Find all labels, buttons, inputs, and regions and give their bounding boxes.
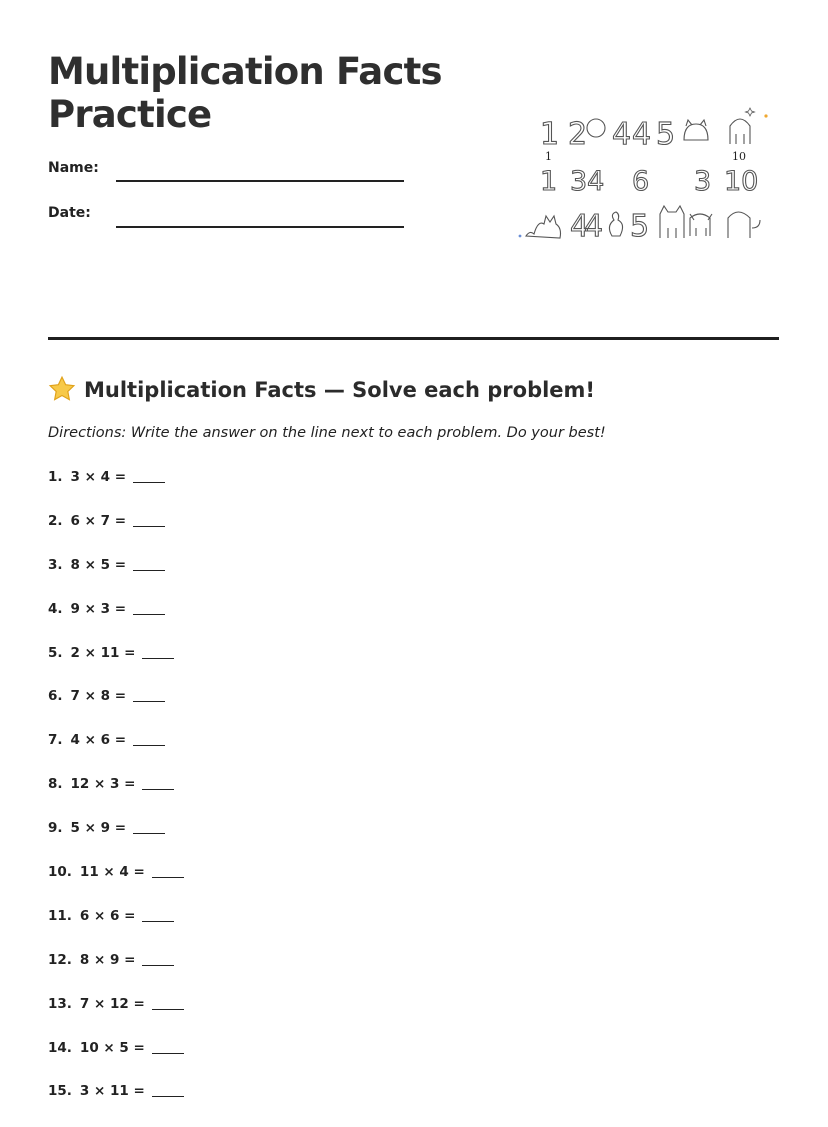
- problem-list: [48, 469, 184, 1127]
- bunny-icon: [609, 212, 622, 236]
- problem-expression: 5 × 9 =: [70, 820, 127, 837]
- problem-number: 2.: [48, 512, 63, 529]
- sparkle-dot-blue-icon: [519, 235, 522, 238]
- answer-blank[interactable]: [133, 469, 165, 483]
- problem-item: [48, 776, 184, 820]
- answer-blank[interactable]: [142, 776, 174, 790]
- problem-expression: 9 × 3 =: [70, 600, 127, 617]
- problem-number: 11.: [48, 907, 72, 924]
- cat-sitting-icon: [526, 216, 561, 238]
- answer-blank[interactable]: [133, 688, 165, 702]
- date-line[interactable]: [116, 226, 404, 228]
- illus-row2-2: 34: [570, 166, 605, 197]
- answer-blank[interactable]: [142, 952, 174, 966]
- name-label: Name:: [48, 160, 99, 176]
- illus-row3-2: 4: [584, 209, 604, 244]
- answer-blank[interactable]: [142, 908, 174, 922]
- date-label: Date:: [48, 205, 91, 221]
- problem-expression: 6 × 6 =: [79, 907, 136, 924]
- problem-expression: 7 × 12 =: [79, 995, 145, 1012]
- problem-expression: 8 × 9 =: [79, 951, 136, 968]
- illus-row1-2: 2: [568, 117, 588, 152]
- problem-item: [48, 996, 184, 1040]
- ghost-icon: [730, 119, 750, 144]
- problem-expression: 3 × 11 =: [79, 1083, 145, 1100]
- problem-expression: 10 × 5 =: [79, 1039, 145, 1056]
- illus-row2-5: 10: [724, 166, 759, 197]
- problem-number: 6.: [48, 688, 63, 705]
- illus-row1-3: 4: [612, 117, 632, 152]
- problem-expression: 11 × 4 =: [79, 864, 145, 881]
- answer-blank[interactable]: [142, 645, 174, 659]
- problem-item: [48, 952, 184, 996]
- problem-item: [48, 557, 184, 601]
- answer-blank[interactable]: [133, 732, 165, 746]
- illus-row2-3: 6: [632, 166, 650, 197]
- problem-expression: 12 × 3 =: [70, 776, 136, 793]
- sparkle-icon: [746, 108, 755, 116]
- section-heading: [48, 375, 595, 403]
- answer-blank[interactable]: [133, 601, 165, 615]
- problem-item: [48, 513, 184, 557]
- problem-number: 8.: [48, 776, 63, 793]
- illus-small-label-1: 1: [545, 150, 552, 163]
- problem-item: [48, 908, 184, 952]
- title-line-2: Practice: [48, 93, 212, 136]
- answer-blank[interactable]: [133, 513, 165, 527]
- page-title: [48, 50, 448, 136]
- problem-number: 12.: [48, 951, 72, 968]
- illus-row1-5: 5: [656, 117, 676, 152]
- elephant-icon: [728, 212, 760, 238]
- illus-small-label-10: 10: [732, 150, 746, 163]
- answer-blank[interactable]: [133, 557, 165, 571]
- problem-item: [48, 1040, 184, 1084]
- problem-number: 14.: [48, 1039, 72, 1056]
- problem-expression: 6 × 7 =: [70, 512, 127, 529]
- answer-blank[interactable]: [152, 1083, 184, 1097]
- cat-icon: [684, 120, 708, 140]
- cat-face-icon: [587, 119, 605, 137]
- problem-number: 9.: [48, 820, 63, 837]
- problem-expression: 2 × 11 =: [70, 644, 136, 661]
- problem-expression: 4 × 6 =: [70, 732, 127, 749]
- problem-number: 5.: [48, 644, 63, 661]
- problem-number: 1.: [48, 469, 63, 485]
- problem-item: [48, 732, 184, 776]
- name-line[interactable]: [116, 180, 404, 182]
- problem-item: [48, 1083, 184, 1127]
- numbers-animals-illustration: [512, 100, 776, 250]
- problem-item: [48, 645, 184, 689]
- illus-row1-1: 1: [540, 117, 560, 152]
- problem-number: 13.: [48, 995, 72, 1012]
- star-icon: [48, 375, 76, 403]
- section-title-text: Multiplication Facts — Solve each problem!: [84, 378, 596, 402]
- illus-row1-4: 4: [632, 117, 652, 152]
- title-line-1: Multiplication Facts: [48, 50, 442, 93]
- illus-row3-3: 5: [630, 209, 650, 244]
- illus-row2-4: 3: [694, 166, 712, 197]
- problem-expression: 7 × 8 =: [70, 688, 127, 705]
- problem-number: 15.: [48, 1083, 72, 1100]
- problem-number: 4.: [48, 600, 63, 617]
- cat-standing-icon: [660, 206, 684, 238]
- illus-row2-1: 1: [540, 166, 558, 197]
- problem-item: [48, 601, 184, 645]
- problem-item: [48, 820, 184, 864]
- problem-number: 10.: [48, 864, 72, 881]
- section-divider: [48, 337, 779, 340]
- problem-number: 7.: [48, 732, 63, 749]
- problem-expression: 8 × 5 =: [70, 556, 127, 573]
- answer-blank[interactable]: [152, 864, 184, 878]
- answer-blank[interactable]: [152, 996, 184, 1010]
- problem-expression: 3 × 4 =: [70, 469, 127, 485]
- sparkle-dot-icon: [764, 114, 767, 117]
- problem-item: [48, 864, 184, 908]
- problem-number: 3.: [48, 556, 63, 573]
- answer-blank[interactable]: [133, 820, 165, 834]
- dog-icon: [690, 214, 712, 236]
- illus-row3-1: 4: [570, 209, 590, 244]
- problem-item: [48, 688, 184, 732]
- directions-text: Directions: Write the answer on the line next to each problem. Do your best!: [48, 425, 606, 441]
- problem-item: [48, 469, 184, 513]
- answer-blank[interactable]: [152, 1040, 184, 1054]
